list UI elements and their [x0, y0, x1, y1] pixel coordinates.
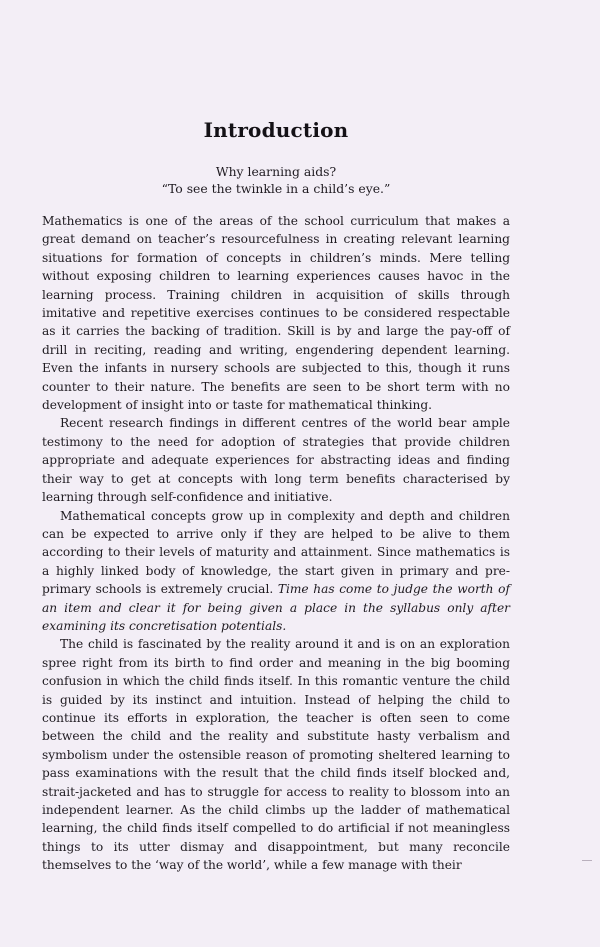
- body-text: [42, 212, 510, 875]
- paragraph-1: [42, 212, 510, 414]
- paragraph-2: [42, 414, 510, 506]
- paragraph-text: Mathematical concepts grow up in complexity and depth and children can be expected to arrive only if they are helped to be alive to them according to their levels of maturity and attainment. Since mathematics is a highly linked body of knowledge, the start given in primary and pre-primary schools is extremely crucial.: [42, 508, 510, 597]
- paragraph-text: Mathematics is one of the areas of the school curriculum that makes a great demand on teacher’s resourcefulness in creating relevant learning situations for formation of concepts in children’s minds. Mere telling without exposing children to learning experiences causes havoc in the learning process. Training children in acquisition of skills through imitative and repetitive exercises continues to be considered respectable as it carries the backing of tradition. Skill is by and large the pay-off of drill in reciting, reading and writing, engendering dependent learning. Even the infants in nursery schools are subjected to this, though it runs counter to their nature. The benefits are seen to be short term with no development of insight into or taste for mathematical thinking.: [42, 214, 510, 413]
- epigraph: [42, 163, 510, 197]
- paragraph-emphasis: Time has come to judge the worth of an item and clear it for being given a place in the syllabus only after examining its concretisation potentials.: [42, 582, 510, 633]
- epigraph-quote: “To see the twinkle in a child’s eye.”: [161, 181, 391, 196]
- paragraph-text: The child is fascinated by the reality around it and is on an exploration spree right from its birth to find order and meaning in the big booming confusion in which the child finds itself. In this romantic venture the child is guided by its instinct and intuition. Instead of helping the child to continue its efforts in exploration, the teacher is often seen to come between the child and the reality and substitute hasty verbalism and symbolism under the ostensible reason of promoting sheltered learning to pass examinations with the result that the child finds itself blocked and, strait-jacketed and has to struggle for access to reality to blossom into an independent learner. As the child climbs up the ladder of mathematical learning, the child finds itself compelled to do artificial if not meaningless things to its utter dismay and disappointment, but many reconcile themselves to the ‘way of the world’, while a few manage with their: [42, 637, 510, 873]
- paragraph-4: [42, 635, 510, 874]
- page-title: Introduction: [203, 118, 349, 142]
- paragraph-text: Recent research findings in different centres of the world bear ample testimony to the need for adoption of strategies that provide children appropriate and adequate experiences for abstracting ideas and finding their way to get at concepts with long term benefits characterised by learning through self-confidence and initiative.: [42, 416, 510, 505]
- epigraph-question: Why learning aids?: [215, 164, 337, 179]
- edge-mark: [582, 860, 592, 861]
- paragraph-3: [42, 507, 510, 636]
